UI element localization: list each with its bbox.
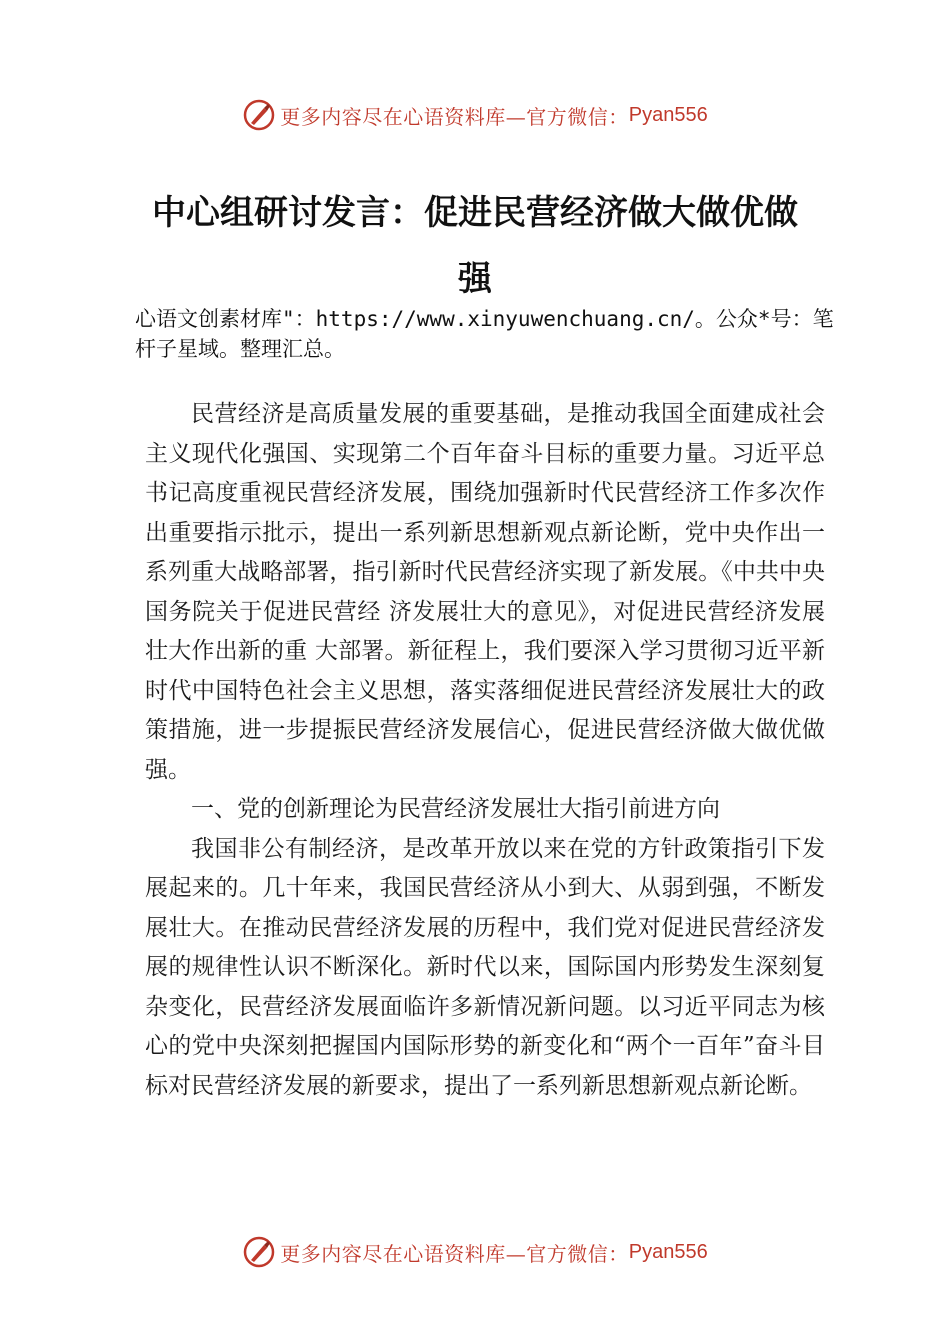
page-title: 中心组研讨发言：促进民营经济做大做优做强	[152, 193, 798, 299]
document-body	[145, 395, 825, 1106]
footer-banner	[0, 1232, 950, 1272]
header-banner	[0, 95, 950, 135]
pen-logo-icon	[242, 1235, 276, 1269]
paragraph: 我国非公有制经济，是改革开放以来在党的方针政策指引下发展起来的。几十年来，我国民营经济从小到大、从弱到强，不断发展壮大。在推动民营经济发展的历程中，我们党对促进民营经济发展的规律性认识不断深化。新时代以来，国际国内形势发生深刻复杂变化，民营经济发展面临许多新情况新问题。以习近平同志为核心的党中央深刻把握国内国际形势的新变化和“两个一百年”奋斗目标对民营经济发展的新要求，提出了一系列新思想新观点新论断。	[145, 835, 825, 1099]
banner-text: 更多内容尽在心语资料库—官方微信：	[280, 1241, 629, 1266]
pen-logo-icon	[242, 98, 276, 132]
banner-text: 更多内容尽在心语资料库—官方微信：	[280, 104, 629, 129]
source-line: 心语文创素材库"：https://www.xinyuwenchuang.cn/。公众*号：笔杆子星域。整理汇总。	[135, 307, 834, 361]
paragraph: 民营经济是高质量发展的重要基础，是推动我国全面建成社会主义现代化强国、实现第二个百年奋斗目标的重要力量。习近平总书记高度重视民营经济发展，围绕加强新时代民营经济工作多次作出重要指示批示，提出一系列新思想新观点新论断，党中央作出一系列重大战略部署，指引新时代民营经济实现了新发展。《中共中央国务院关于促进民营经 济发展壮大的意见》，对促进民营经济发展壮大作出新的重 大部署。新征程上，我们要深入学习贯彻习近平新时代中国特色社会主义思想，落实落细促进民营经济发展壮大的政策措施，进一步提振民营经济发展信心，促进民营经济做大做优做强。	[145, 401, 825, 783]
banner-wechat-id: Pyan556	[628, 1240, 708, 1263]
banner-wechat-id: Pyan556	[628, 103, 708, 126]
section-heading: 一、党的创新理论为民营经济发展壮大指引前进方向	[191, 796, 720, 822]
